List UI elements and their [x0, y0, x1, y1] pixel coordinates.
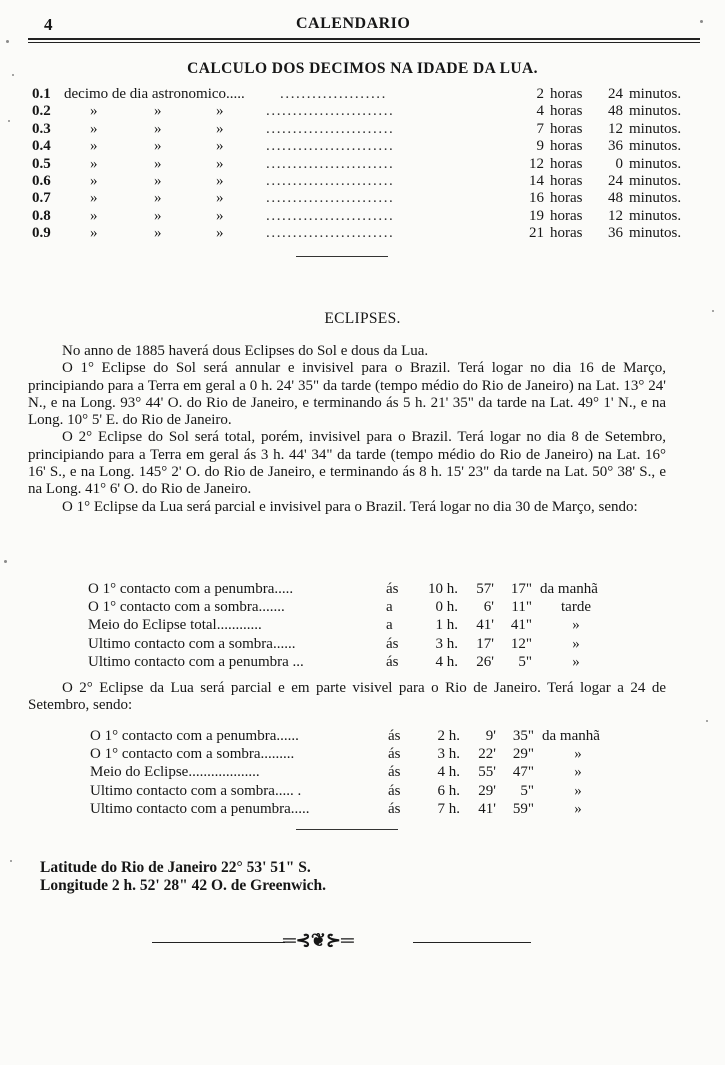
longitude-line: Longitude 2 h. 52' 28" 42 O. de Greenwich. [40, 877, 327, 894]
minutes-label: minutos. [629, 103, 682, 120]
contact-row [90, 800, 620, 818]
ditto-mark: » [90, 155, 98, 172]
contact-row [90, 763, 620, 781]
contact-hours: 7 h. [437, 800, 460, 817]
fraction: 0.3 [32, 120, 51, 137]
contact-time-of-day: » [574, 800, 582, 817]
ditto-mark: » [216, 172, 224, 189]
ditto-mark: » [154, 120, 162, 137]
contact-hours: 1 h. [435, 617, 458, 634]
ornament-flourish: ═⊰❦⊱═ [283, 930, 354, 950]
fraction: 0.4 [32, 138, 51, 155]
solar-eclipse-2-paragraph: O 2° Eclipse do Sol será total, porém, invisivel para o Brazil. Terá logar no dia 8 de Setembro, principiando para a Terra em geral ás 3 h. 44' 34" da tarde (tempo médio do Rio de Janeiro) na Lat. 16° 16' S., e na Long. 145° 2' O. do Rio de Janeiro, e terminando ás 8 h. 15' 23" da tarde na Lat. 50° 38' S., e na Long. 41° 6' O. do Rio de Janeiro. [28, 429, 666, 498]
leader-dots: ........................ [266, 207, 395, 224]
minutes-value: 0 [615, 155, 623, 172]
contact-row [90, 745, 620, 763]
minutes-label: minutos. [629, 190, 682, 207]
contact-row [88, 635, 618, 653]
contact-seconds: 47" [512, 764, 534, 781]
contact-time-of-day: » [572, 617, 580, 634]
contact-minutes: 41' [478, 800, 496, 817]
contact-minutes: 41' [476, 617, 494, 634]
minutes-value: 36 [608, 225, 623, 242]
contact-label: O 1° contacto com a sombra......... [90, 746, 295, 763]
contact-seconds: 35" [512, 728, 534, 744]
contact-seconds: 41" [510, 617, 532, 634]
hours-label: horas [550, 120, 583, 137]
contact-hours: 2 h. [437, 728, 460, 744]
running-title: CALENDARIO [296, 15, 411, 32]
hours-label: horas [550, 155, 583, 172]
lunar-eclipse-2-contacts [90, 727, 620, 818]
lunar-eclipse-1-contacts [88, 580, 618, 671]
contact-seconds: 59" [512, 800, 534, 817]
minutes-label: minutos. [629, 155, 682, 172]
tenths-row [30, 172, 682, 190]
hours-value: 16 [529, 190, 544, 207]
tenths-row [30, 103, 682, 120]
hours-value: 2 [536, 86, 544, 102]
hours-label: horas [550, 103, 583, 120]
minutes-value: 12 [608, 207, 623, 224]
eclipses-title: ECLIPSES. [324, 310, 401, 327]
minutes-value: 48 [608, 103, 623, 120]
hours-value: 14 [529, 172, 544, 189]
ditto-mark: » [90, 190, 98, 207]
scan-speck [6, 40, 9, 43]
minutes-label: minutos. [629, 172, 682, 189]
leader-dots: ........................ [266, 190, 395, 207]
leader-dots: ........................ [266, 225, 395, 242]
contact-minutes: 9' [485, 728, 496, 744]
contact-preposition: a [386, 617, 393, 634]
contact-preposition: ás [388, 782, 401, 799]
page-number: 4 [44, 15, 53, 34]
tenths-description: decimo de dia astronomico..... [64, 86, 245, 102]
contact-preposition: ás [386, 581, 399, 597]
lunar-eclipse-1-paragraph: O 1° Eclipse da Lua será parcial e invisivel para o Brazil. Terá logar no dia 30 de Março, sendo: [62, 498, 638, 515]
contact-label: Meio do Eclipse total............ [88, 617, 262, 634]
intro-paragraph: No anno de 1885 haverá dous Eclipses do Sol e dous da Lua. [62, 343, 429, 359]
contact-preposition: ás [388, 746, 401, 763]
minutes-value: 24 [608, 86, 623, 102]
contact-seconds: 17" [510, 581, 532, 597]
tenths-title: CALCULO DOS DECIMOS NA IDADE DA LUA. [187, 60, 538, 77]
ditto-mark: » [154, 207, 162, 224]
ornament-rule-right [413, 942, 531, 943]
contact-label: Ultimo contacto com a sombra..... . [90, 782, 302, 799]
contact-preposition: ás [386, 653, 399, 670]
ditto-mark: » [216, 155, 224, 172]
contact-time-of-day: » [572, 653, 580, 670]
contact-row [88, 598, 618, 616]
minutes-value: 36 [608, 138, 623, 155]
contact-time-of-day: da manhã [540, 581, 598, 597]
contact-hours: 4 h. [437, 764, 460, 781]
contact-hours: 6 h. [437, 782, 460, 799]
eclipses-intro-block [28, 343, 666, 516]
hours-label: horas [550, 86, 583, 102]
tenths-row [30, 225, 682, 242]
contact-minutes: 29' [478, 782, 496, 799]
contact-label: O 1° contacto com a penumbra..... [88, 581, 294, 597]
ditto-mark: » [154, 138, 162, 155]
contact-seconds: 29" [512, 746, 534, 763]
contact-hours: 0 h. [435, 599, 458, 616]
tenths-table [30, 86, 682, 243]
ditto-mark: » [216, 103, 224, 120]
latitude-line: Latitude do Rio de Janeiro 22° 53' 51" S. [40, 859, 311, 876]
leader-dots: ........................ [266, 155, 395, 172]
ditto-mark: » [90, 207, 98, 224]
ditto-mark: » [90, 225, 98, 242]
ditto-mark: » [90, 103, 98, 120]
tenths-row [30, 207, 682, 225]
ditto-mark: » [90, 120, 98, 137]
minutes-label: minutos. [629, 120, 682, 137]
contact-seconds: 5" [520, 782, 534, 799]
fraction: 0.7 [32, 190, 51, 207]
ditto-mark: » [154, 172, 162, 189]
scan-speck [706, 720, 708, 722]
hours-value: 12 [529, 155, 544, 172]
scan-speck [4, 560, 7, 563]
hours-label: horas [550, 172, 583, 189]
tenths-row [30, 120, 682, 138]
header-rule [28, 38, 700, 43]
contact-time-of-day: » [572, 635, 580, 652]
lunar-eclipse-2-paragraph: O 2° Eclipse da Lua será parcial e em parte visivel para o Rio de Janeiro. Terá logar a 24 de Setembro, sendo: [28, 680, 666, 714]
tenths-row [30, 190, 682, 207]
ditto-mark: » [154, 103, 162, 120]
contact-minutes: 26' [476, 653, 494, 670]
fraction: 0.8 [32, 207, 51, 224]
fraction: 0.9 [32, 225, 51, 242]
contact-label: Ultimo contacto com a penumbra..... [90, 800, 310, 817]
minutes-label: minutos. [629, 138, 682, 155]
fraction: 0.1 [32, 86, 51, 102]
ditto-mark: » [216, 120, 224, 137]
fraction: 0.2 [32, 103, 51, 120]
contact-preposition: ás [388, 764, 401, 781]
leader-dots: ........................ [266, 138, 395, 155]
hours-value: 4 [536, 103, 544, 120]
minutes-label: minutos. [629, 86, 682, 102]
hours-value: 9 [536, 138, 544, 155]
ditto-mark: » [216, 190, 224, 207]
contact-preposition: ás [388, 800, 401, 817]
fraction: 0.6 [32, 172, 51, 189]
contact-time-of-day: » [574, 764, 582, 781]
contact-minutes: 6' [483, 599, 494, 616]
minutes-value: 48 [608, 190, 623, 207]
contact-minutes: 17' [476, 635, 494, 652]
solar-eclipse-1-paragraph: O 1° Eclipse do Sol será annular e invisivel para o Brazil. Terá logar no dia 16 de Março, principiando para a Terra em geral a 0 h. 24' 35" da tarde (tempo médio do Rio de Janeiro) na Lat. 13° 24' N., e na Long. 93° 44' O. do Rio de Janeiro, e terminando ás 5 h. 21' 35" da tarde na Lat. 49° 1' N., e na Long. 10° 5' E. do Rio de Janeiro. [28, 360, 666, 429]
ditto-mark: » [90, 172, 98, 189]
contact-row [88, 580, 618, 598]
contact-time-of-day: » [574, 782, 582, 799]
ditto-mark: » [154, 190, 162, 207]
ditto-mark: » [154, 155, 162, 172]
contact-hours: 4 h. [435, 653, 458, 670]
contact-seconds: 5" [518, 653, 532, 670]
ditto-mark: » [216, 225, 224, 242]
ditto-mark: » [216, 138, 224, 155]
contact-time-of-day: da manhã [542, 728, 600, 744]
minutes-value: 12 [608, 120, 623, 137]
contact-minutes: 57' [476, 581, 494, 597]
ditto-mark: » [90, 138, 98, 155]
contact-row [90, 727, 620, 745]
hours-value: 7 [536, 120, 544, 137]
leader-dots: .................... [280, 86, 387, 102]
tenths-row [30, 155, 682, 173]
contact-time-of-day: » [574, 746, 582, 763]
contact-label: O 1° contacto com a penumbra...... [90, 728, 299, 744]
scan-speck [712, 310, 714, 312]
scan-speck [8, 120, 10, 122]
section-rule [296, 256, 388, 257]
contact-seconds: 12" [510, 635, 532, 652]
lunar-eclipse-2-block [28, 680, 666, 715]
minutes-label: minutos. [629, 225, 682, 242]
tenths-row [30, 86, 682, 103]
contact-row [88, 616, 618, 634]
scan-speck [700, 20, 703, 23]
contact-seconds: 11" [511, 599, 532, 616]
contact-minutes: 55' [478, 764, 496, 781]
contact-minutes: 22' [478, 746, 496, 763]
scan-speck [10, 860, 12, 862]
contact-label: Ultimo contacto com a sombra...... [88, 635, 296, 652]
contact-row [88, 653, 618, 671]
contact-row [90, 782, 620, 800]
hours-value: 19 [529, 207, 544, 224]
contact-preposition: ás [388, 728, 401, 744]
hours-label: horas [550, 207, 583, 224]
hours-label: horas [550, 225, 583, 242]
section-rule [296, 829, 398, 830]
ditto-mark: » [216, 207, 224, 224]
ditto-mark: » [154, 225, 162, 242]
scan-speck [12, 74, 14, 76]
minutes-value: 24 [608, 172, 623, 189]
contact-hours: 3 h. [437, 746, 460, 763]
contact-hours: 10 h. [428, 581, 458, 597]
hours-label: horas [550, 138, 583, 155]
tenths-row [30, 138, 682, 155]
contact-label: O 1° contacto com a sombra....... [88, 599, 285, 616]
leader-dots: ........................ [266, 103, 395, 120]
fraction: 0.5 [32, 155, 51, 172]
contact-preposition: ás [386, 635, 399, 652]
leader-dots: ........................ [266, 120, 395, 137]
contact-preposition: a [386, 599, 393, 616]
contact-time-of-day: tarde [561, 599, 591, 616]
contact-label: Ultimo contacto com a penumbra ... [88, 653, 304, 670]
contact-hours: 3 h. [435, 635, 458, 652]
hours-value: 21 [529, 225, 544, 242]
leader-dots: ........................ [266, 172, 395, 189]
hours-label: horas [550, 190, 583, 207]
ornament-rule-left [152, 942, 285, 943]
contact-label: Meio do Eclipse................... [90, 764, 260, 781]
minutes-label: minutos. [629, 207, 682, 224]
